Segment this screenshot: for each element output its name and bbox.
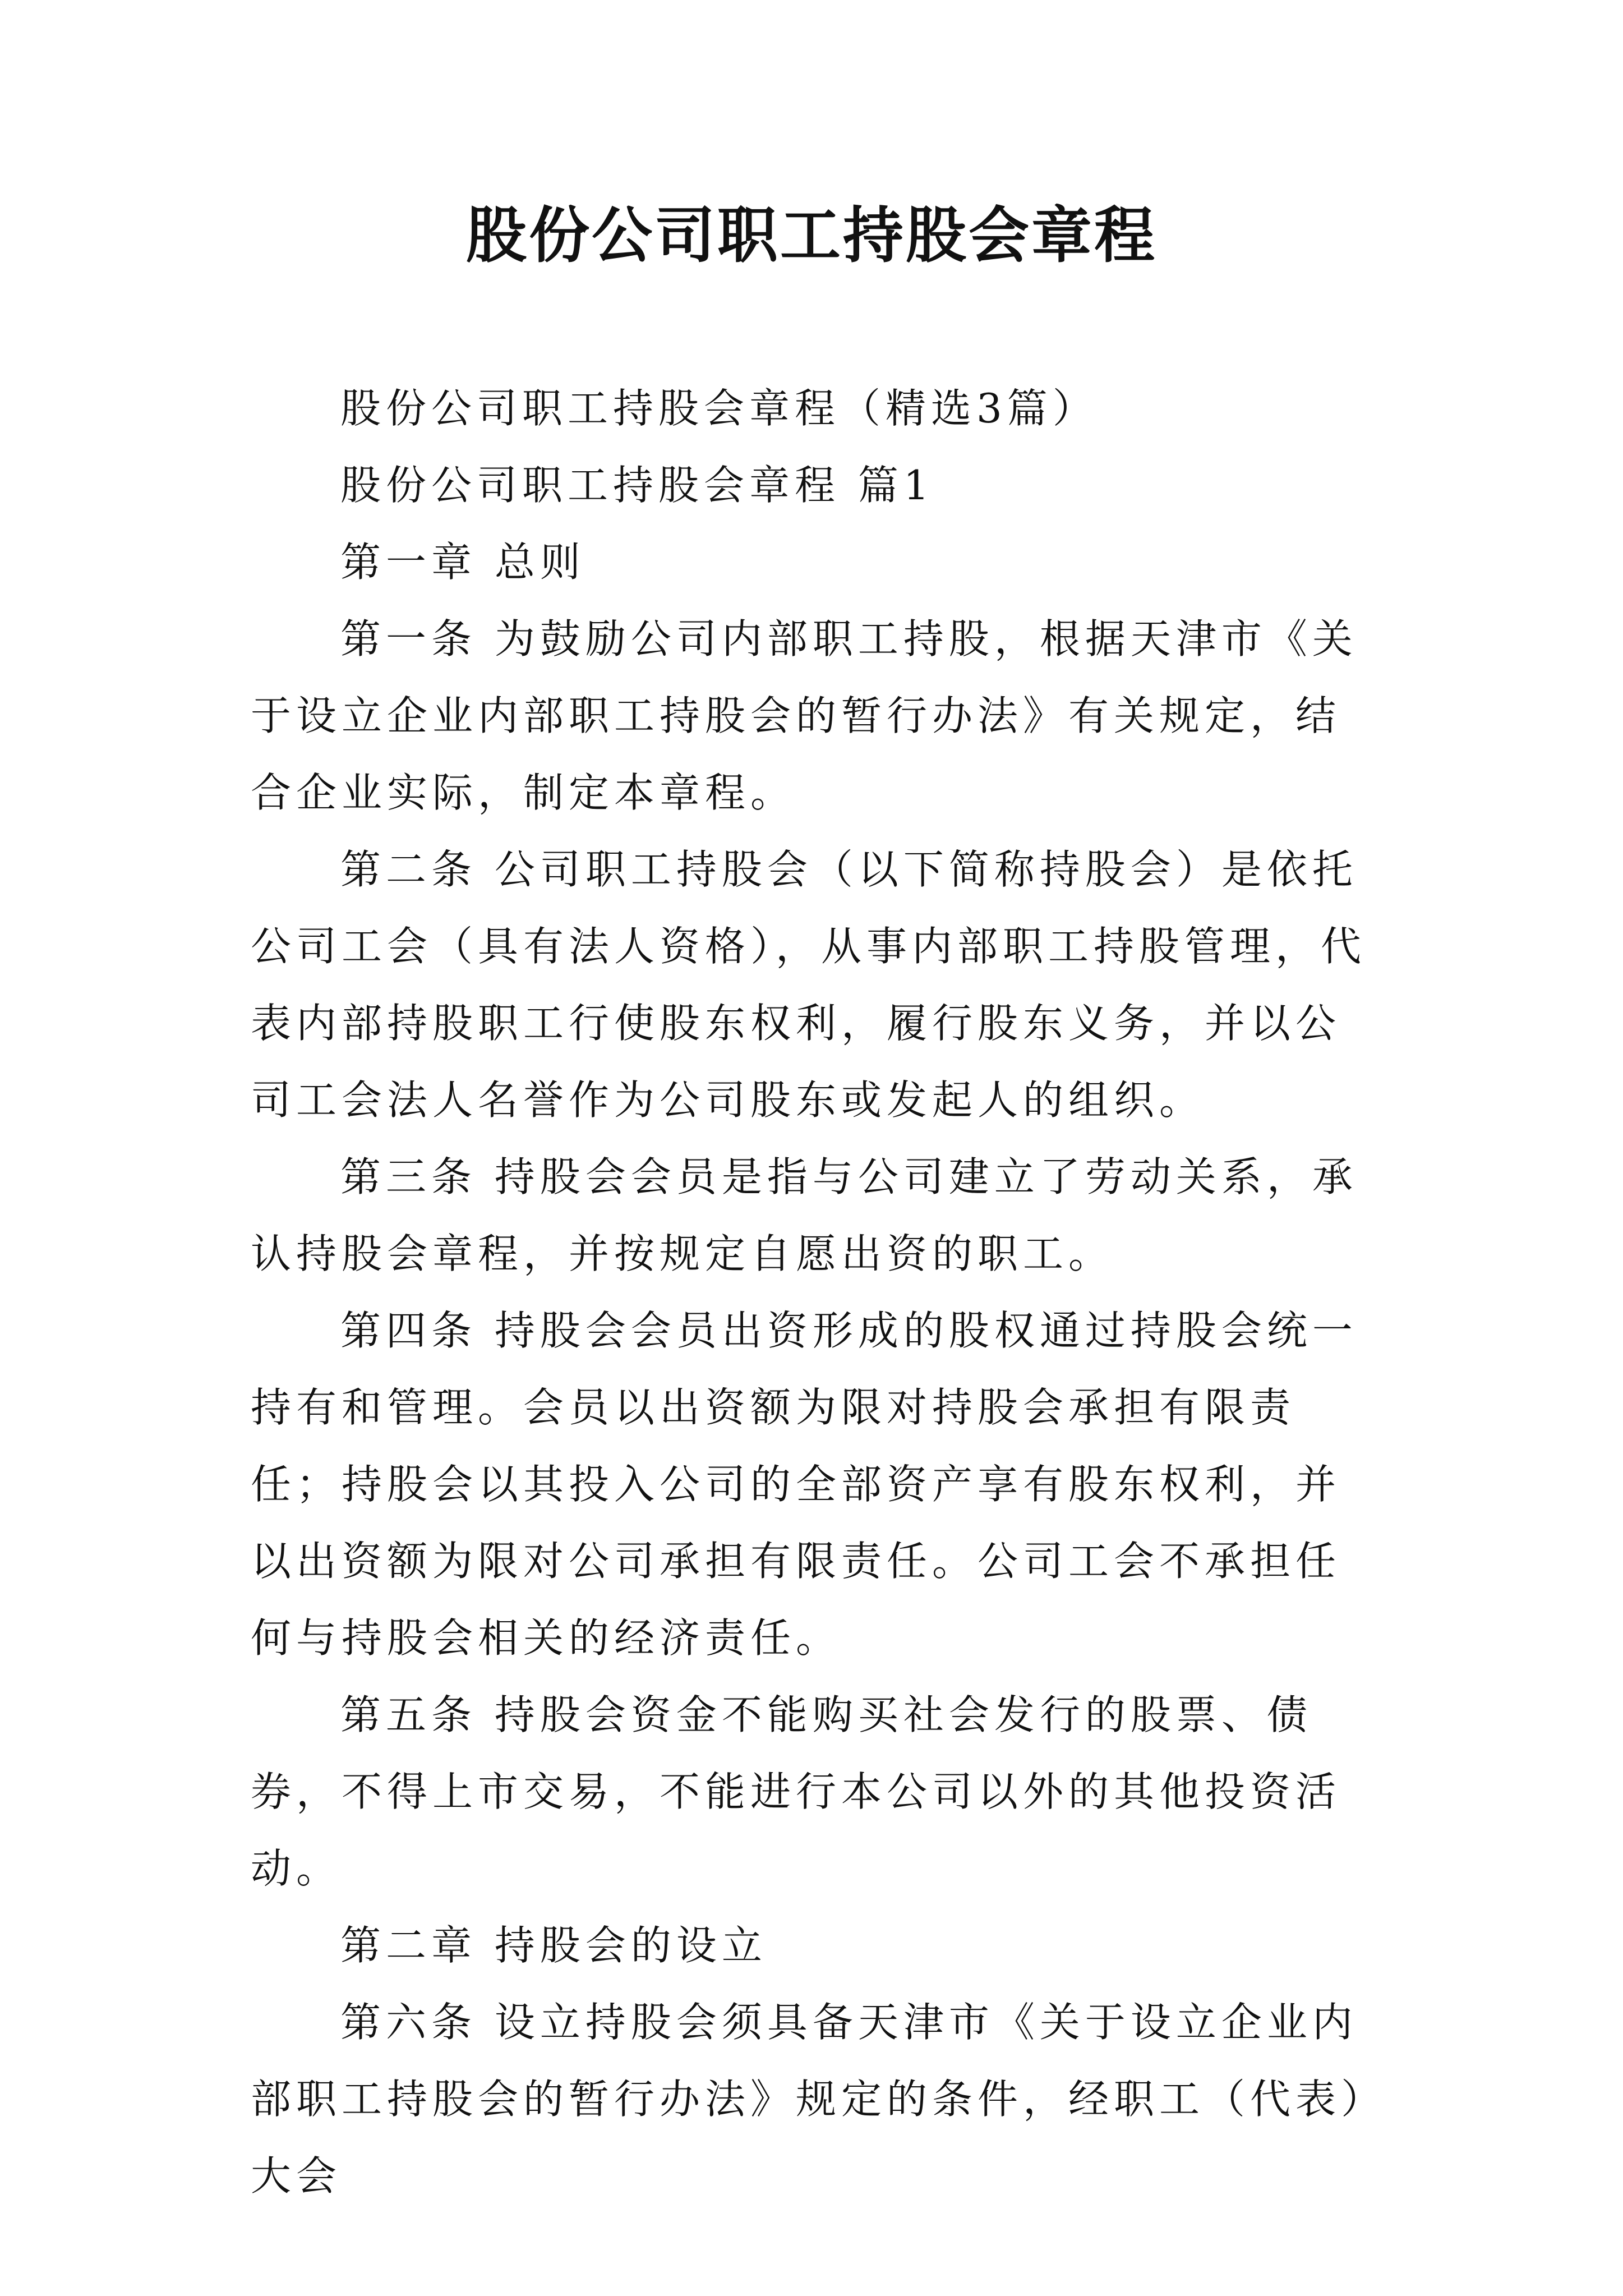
paragraph-article-3: 第三条 持股会会员是指与公司建立了劳动关系，承认持股会章程，并按规定自愿出资的职工。 (251, 1153, 1358, 1277)
paragraph-article-2: 第二条 公司职工持股会（以下简称持股会）是依托公司工会（具有法人资格），从事内部职工持股管理，代表内部持股职工行使股东权利，履行股东义务，并以公司工会法人名誉作为公司股东或发起人的组织。 (251, 846, 1367, 1124)
paragraph-article-5: 第五条 持股会资金不能购买社会发行的股票、债券，不得上市交易，不能进行本公司以外的其他投资活动。 (251, 1691, 1341, 1892)
paragraph-chapter-2: 第二章 持股会的设立 (340, 1922, 767, 1969)
document-body (251, 370, 1378, 2215)
paragraph-section-heading: 股份公司职工持股会章程 篇1 (340, 462, 934, 509)
paragraph-article-4: 第四条 持股会会员出资形成的股权通过持股会统一持有和管理。会员以出资额为限对持股会承担有限责任；持股会以其投入公司的全部资产享有股东权利，并以出资额为限对公司承担有限责任。公司工会不承担任何与持股会相关的经济责任。 (251, 1307, 1358, 1662)
paragraph-subtitle: 股份公司职工持股会章程（精选3篇） (340, 385, 1098, 432)
paragraph-chapter-1: 第一章 总则 (340, 539, 585, 586)
paragraph-article-1: 第一条 为鼓励公司内部职工持股，根据天津市《关于设立企业内部职工持股会的暂行办法》有关规定，结合企业实际，制定本章程。 (251, 615, 1358, 816)
document-title: 股份公司职工持股会章程 (465, 200, 1157, 271)
paragraph-article-6: 第六条 设立持股会须具备天津市《关于设立企业内部职工持股会的暂行办法》规定的条件，经职工（代表）大会 (251, 1999, 1367, 2200)
